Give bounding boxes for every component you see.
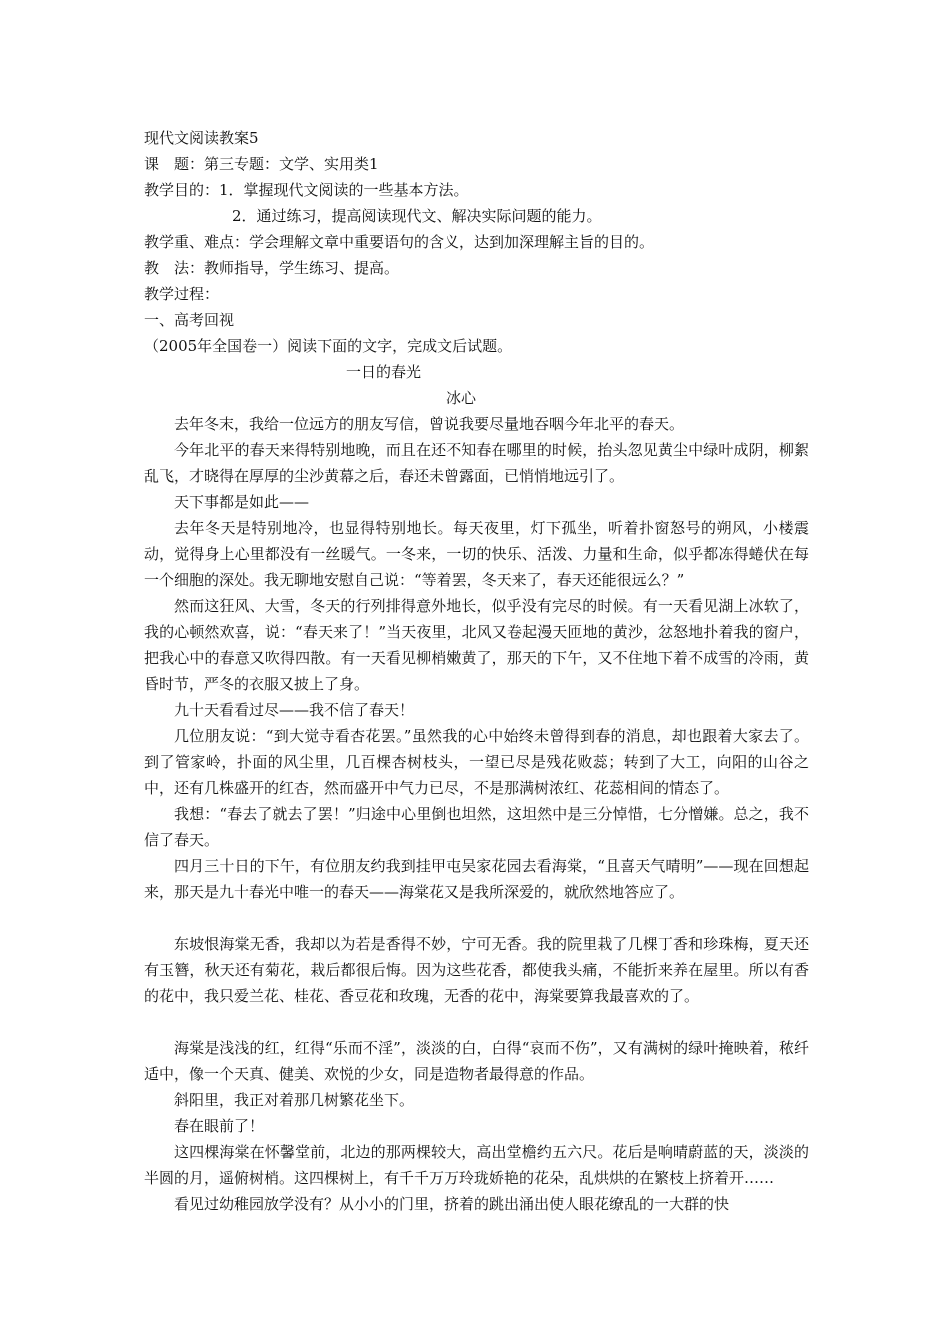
- article-paragraph: 东坡恨海棠无香，我却以为若是香得不妙，宁可无香。我的院里栽了几棵丁香和珍珠梅，夏天还有玉簪，秋天还有菊花，栽后都很后悔。因为这些花香，都使我头痛，不能折来养在屋里。所以有香的花中，我只爱兰花、桂花、香豆花和玫瑰，无香的花中，海棠要算我最喜欢的了。: [144, 935, 809, 1005]
- source-line: （2005年全国卷一）阅读下面的文字，完成文后试题。: [144, 337, 513, 355]
- article-paragraph: 斜阳里，我正对着那几树繁花坐下。: [174, 1091, 415, 1109]
- article-title: 一日的春光: [346, 363, 422, 381]
- topic-line: 课 题：第三专题：文学、实用类1: [144, 155, 379, 173]
- article-paragraph: 看见过幼稚园放学没有？从小小的门里，挤着的跳出涌出使人眼花缭乱的一大群的快: [174, 1195, 730, 1213]
- document-title: 现代文阅读教案5: [144, 129, 259, 147]
- article-author: 冰心: [446, 389, 477, 407]
- article-paragraph: 天下事都是如此——: [174, 493, 310, 511]
- process-line: 教学过程：: [144, 285, 220, 303]
- article-paragraph: 今年北平的春天来得特别地晚，而且在还不知春在哪里的时候，抬头忽见黄尘中绿叶成阴，柳絮乱飞，才晓得在厚厚的尘沙黄幕之后，春还未曾露面，已悄悄地远引了。: [144, 441, 809, 485]
- article-paragraph: 九十天看看过尽——我不信了春天！: [174, 701, 415, 719]
- section-heading: 一、高考回视: [144, 311, 235, 329]
- article-paragraph: 四月三十日的下午，有位朋友约我到挂甲屯吴家花园去看海棠，“且喜天气晴明”——现在回想起来，那天是九十春光中唯一的春天——海棠花又是我所深爱的，就欣然地答应了。: [144, 857, 809, 901]
- article-paragraph: 去年冬末，我给一位远方的朋友写信，曾说我要尽量地吞咽今年北平的春天。: [174, 415, 685, 433]
- article-paragraph: 这四棵海棠在怀馨堂前，北边的那两棵较大，高出堂檐约五六尺。花后是响晴蔚蓝的天，淡淡的半圆的月，遥俯树梢。这四棵树上，有千千万万玲珑娇艳的花朵，乱烘烘的在繁枝上挤着开……: [144, 1143, 809, 1187]
- article-paragraph: 几位朋友说：“到大觉寺看杏花罢。”虽然我的心中始终未曾得到春的消息，却也跟着大家去了。到了管家岭，扑面的风尘里，几百棵杏树枝头，一望已尽是残花败蕊；转到了大工，向阳的山谷之中，还有几株盛开的红杏，然而盛开中气力已尽，不是那满树浓红、花蕊相间的情态了。: [144, 727, 809, 797]
- method-line: 教 法：教师指导，学生练习、提高。: [144, 259, 400, 277]
- document-page: [144, 125, 809, 1217]
- paragraph-gap: [144, 905, 809, 931]
- goal-line-1: 教学目的：1．掌握现代文阅读的一些基本方法。: [144, 181, 469, 199]
- key-points-line: 教学重、难点：学会理解文章中重要语句的含义，达到加深理解主旨的目的。: [144, 233, 655, 251]
- article-paragraph: 去年冬天是特别地冷，也显得特别地长。每天夜里，灯下孤坐，听着扑窗怒号的朔风，小楼震动，觉得身上心里都没有一丝暖气。一冬来，一切的快乐、活泼、力量和生命，似乎都冻得蜷伏在每一个细胞的深处。我无聊地安慰自己说：“等着罢，冬天来了，春天还能很远么？”: [144, 519, 809, 589]
- article-paragraph: 春在眼前了！: [174, 1117, 265, 1135]
- article-paragraph: 然而这狂风、大雪，冬天的行列排得意外地长，似乎没有完尽的时候。有一天看见湖上冰软了，我的心顿然欢喜，说：“春天来了！”当天夜里，北风又卷起漫天匝地的黄沙，忿怒地扑着我的窗户，把我心中的春意又吹得四散。有一天看见柳梢嫩黄了，那天的下午，又不住地下着不成雪的冷雨，黄昏时节，严冬的衣服又披上了身。: [144, 597, 809, 693]
- paragraph-gap: [144, 1009, 809, 1035]
- goal-line-2: 2．通过练习，提高阅读现代文、解决实际问题的能力。: [232, 207, 602, 225]
- article-paragraph: 海棠是浅浅的红，红得“乐而不淫”，淡淡的白，白得“哀而不伤”，又有满树的绿叶掩映着，秾纤适中，像一个天真、健美、欢悦的少女，同是造物者最得意的作品。: [144, 1039, 809, 1083]
- article-paragraph: 我想：“春去了就去了罢！”归途中心里倒也坦然，这坦然中是三分悼惜，七分憎嫌。总之，我不信了春天。: [144, 805, 809, 849]
